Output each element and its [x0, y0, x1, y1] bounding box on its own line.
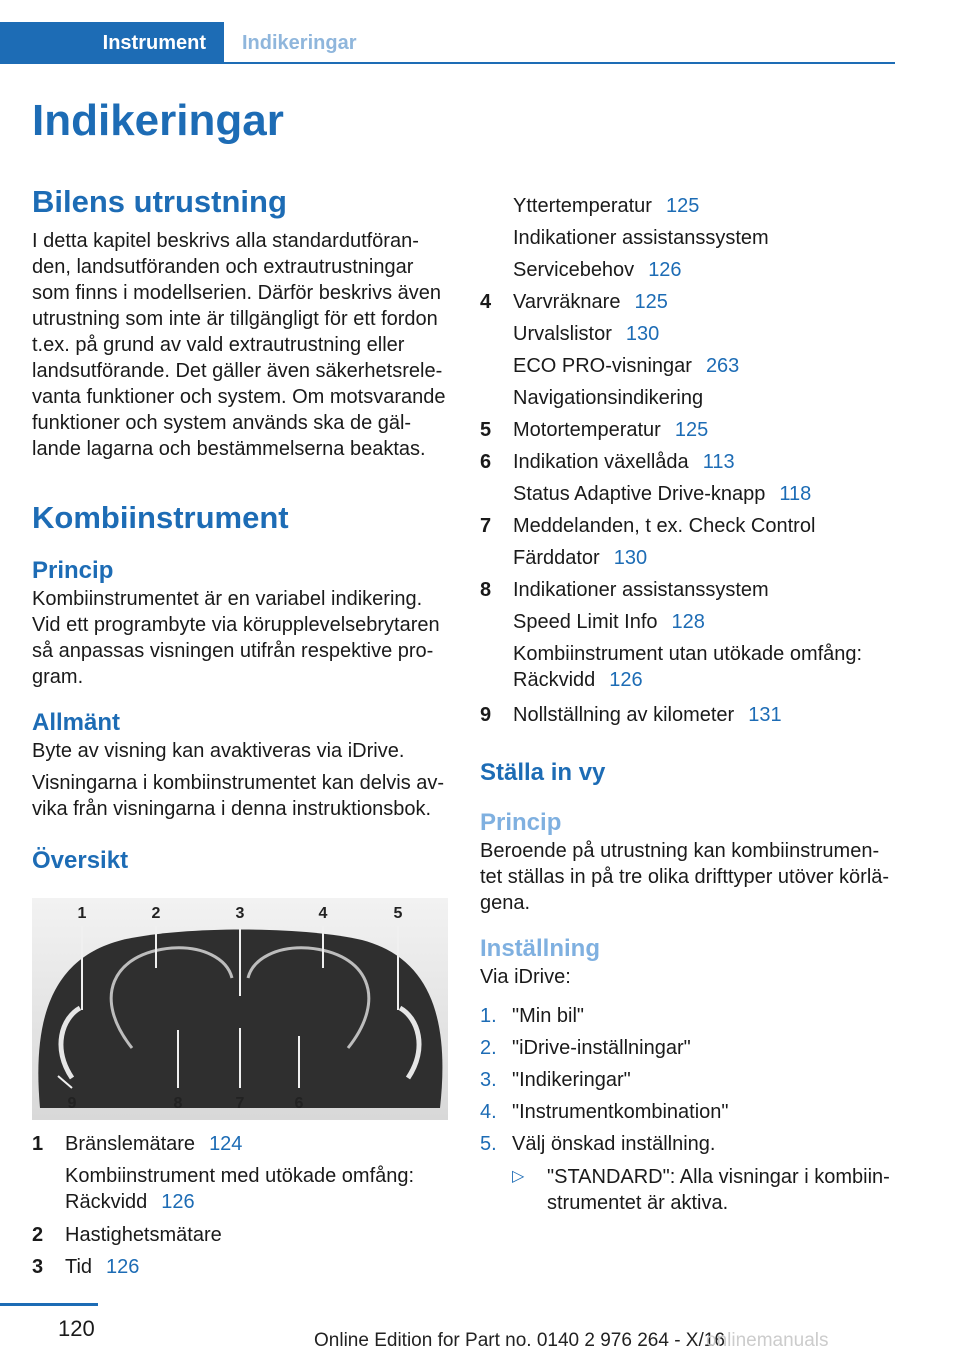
legend-text: Varvräknare: [513, 291, 621, 313]
legend-text: Indikationer assistanssystem: [513, 227, 769, 249]
view-princip-paragraph: Beroende på utrustning kan kombiinstrumen-tet ställas in på tre olika drifttyper utöver körlä-gena.: [480, 840, 890, 914]
legend-number: 5: [480, 419, 492, 441]
page-ref-link[interactable]: 126: [161, 1191, 195, 1213]
legend-line: [480, 542, 900, 574]
allmant-paragraph-2: Visningarna i kombiinstrumentet kan delvis av-vika från visningarna i denna instruktionsbok.: [32, 772, 445, 820]
legend-line: [480, 222, 900, 254]
callout-9: 9: [67, 1095, 77, 1112]
page-ref-link[interactable]: 128: [671, 611, 705, 633]
callout-5: 5: [393, 905, 403, 922]
right-column-lower: [480, 758, 900, 1216]
page-title: Indikeringar: [32, 96, 284, 145]
legend-item-3: 3 Tid 126: [32, 1256, 140, 1278]
legend-text: Färddator: [513, 547, 600, 569]
legend-line: [480, 286, 900, 318]
legend-text: ECO PRO-visningar: [513, 355, 692, 377]
legend-text: Räckvidd 126: [513, 669, 643, 691]
callout-4: 4: [318, 905, 328, 922]
subheading-allmant: Allmänt: [32, 709, 121, 736]
legend-line: [480, 446, 900, 478]
legend-left: [32, 1131, 450, 1283]
legend-line: [480, 190, 900, 222]
legend-text: Indikation växellåda: [513, 451, 689, 473]
legend-line: [480, 318, 900, 350]
page-ref-link[interactable]: 126: [106, 1256, 140, 1278]
legend-line-multi: [480, 638, 900, 699]
legend-line: [480, 254, 900, 286]
subheading-oversikt: Översikt: [32, 847, 129, 874]
subheading-princip-2: Princip: [480, 809, 562, 836]
allmant-paragraph-1: Byte av visning kan avaktiveras via iDrive.: [32, 740, 405, 762]
legend-text: Status Adaptive Drive-knapp: [513, 483, 766, 505]
legend-text: Servicebehov: [513, 259, 635, 281]
page-ref-link[interactable]: 125: [674, 419, 709, 441]
legend-text: Meddelanden, t ex. Check Control: [513, 515, 816, 537]
legend-item-2: 2 Hastighetsmätare: [32, 1224, 222, 1246]
section-heading-equipment: Bilens utrustning: [32, 184, 287, 219]
callout-7: 7: [235, 1095, 245, 1112]
via-idrive: Via iDrive:: [480, 966, 571, 988]
legend-text: Navigationsindikering: [513, 387, 704, 409]
triangle-right-icon: ▷: [512, 1168, 525, 1185]
page-ref-link[interactable]: 126: [648, 259, 682, 281]
callout-2: 2: [151, 905, 161, 922]
page-ref-link[interactable]: 131: [748, 704, 782, 726]
subheading-installning: Inställning: [480, 935, 600, 962]
section-heading-cluster: Kombiinstrument: [32, 500, 289, 535]
page-ref-link[interactable]: 125: [665, 195, 700, 217]
section-heading-view: Ställa in vy: [480, 759, 606, 786]
subheading-princip: Princip: [32, 557, 114, 584]
legend-line: [480, 382, 900, 414]
page-ref-link[interactable]: 118: [779, 483, 812, 505]
legend-right: [480, 190, 900, 731]
left-column: [32, 184, 450, 876]
princip-paragraph: Kombiinstrumentet är en variabel indikering. Vid ett programbyte via körupplevelsebrytaren så anpassas visningen utifrån respektive pro-gram.: [32, 588, 440, 688]
tab-instrument-label: Instrument: [102, 32, 206, 54]
legend-text: Indikationer assistanssystem: [513, 579, 769, 601]
equipment-paragraph: I detta kapitel beskrivs alla standardutföran-den, landsutföranden och extrautrustningar som finns i modellserien. Därför beskrivs även utrustning som inte är tillgängligt för ett fordon t.ex. på grund av vald extrautrustning eller landsutförande. Det gäller även säkerhetsrele-vanta funktioner och system. Om motsvarande funktioner och system används ska de gäl-lande lagarna och bestämmelserna beaktas.: [32, 230, 446, 460]
legend-line: [480, 606, 900, 638]
step-item: 5. Välj önskad inställning.: [480, 1133, 716, 1155]
legend-number: 6: [480, 451, 492, 473]
page-ref-link[interactable]: 126: [609, 669, 643, 691]
legend-text: Kombiinstrument utan utökade omfång:: [513, 643, 863, 665]
legend-text: Motortemperatur: [513, 419, 661, 441]
legend-line: [480, 699, 900, 731]
watermark: onlinemanuals: [706, 1330, 829, 1351]
legend-number: 9: [480, 704, 492, 726]
legend-line: [480, 414, 900, 446]
step-item: 4. "Instrumentkombination": [480, 1101, 729, 1123]
sub-step: ▷ "STANDARD": Alla visningar i kombiin-strumentet är aktiva.: [512, 1166, 890, 1214]
page-ref-link[interactable]: 113: [702, 451, 735, 473]
page-ref-link[interactable]: 130: [625, 323, 660, 345]
chapter-tabs: [0, 22, 895, 64]
legend-number: 7: [480, 515, 492, 537]
legend-number: 8: [480, 579, 492, 601]
instrument-cluster-image: [32, 898, 448, 1120]
page-ref-link[interactable]: 263: [705, 355, 740, 377]
callout-8: 8: [173, 1095, 183, 1112]
callout-3: 3: [235, 905, 245, 922]
legend-text: Speed Limit Info: [513, 611, 658, 633]
legend-line: [480, 574, 900, 606]
page-ref-link[interactable]: 125: [634, 291, 668, 313]
step-item: 2. "iDrive-inställningar": [480, 1037, 691, 1059]
steps-list: [480, 1000, 900, 1216]
page-ref-link[interactable]: 130: [613, 547, 648, 569]
legend-line: [480, 350, 900, 382]
legend-text: Yttertemperatur: [513, 195, 652, 217]
tab-instrument[interactable]: [0, 22, 224, 62]
page-number: 120: [58, 1316, 95, 1341]
footer-accent: [0, 1303, 98, 1306]
step-item: 3. "Indikeringar": [480, 1069, 631, 1091]
footer-edition: Online Edition for Part no. 0140 2 976 264 - X/16: [314, 1330, 725, 1351]
tab-indikeringar[interactable]: Indikeringar: [242, 32, 357, 54]
legend-item-1: 1 Bränslemätare 124 Kombiinstrument med utökade omfång: Räckvidd 126: [32, 1133, 415, 1213]
legend-number: 4: [480, 291, 492, 313]
legend-line: [480, 478, 900, 510]
step-item: 1. "Min bil": [480, 1005, 584, 1027]
callout-1: 1: [77, 905, 87, 922]
legend-text: Nollställning av kilometer: [513, 704, 735, 726]
legend-line: [480, 510, 900, 542]
page-ref-link[interactable]: 124: [209, 1133, 243, 1155]
callout-6: 6: [294, 1095, 304, 1112]
legend-text: Urvalslistor: [513, 323, 612, 345]
